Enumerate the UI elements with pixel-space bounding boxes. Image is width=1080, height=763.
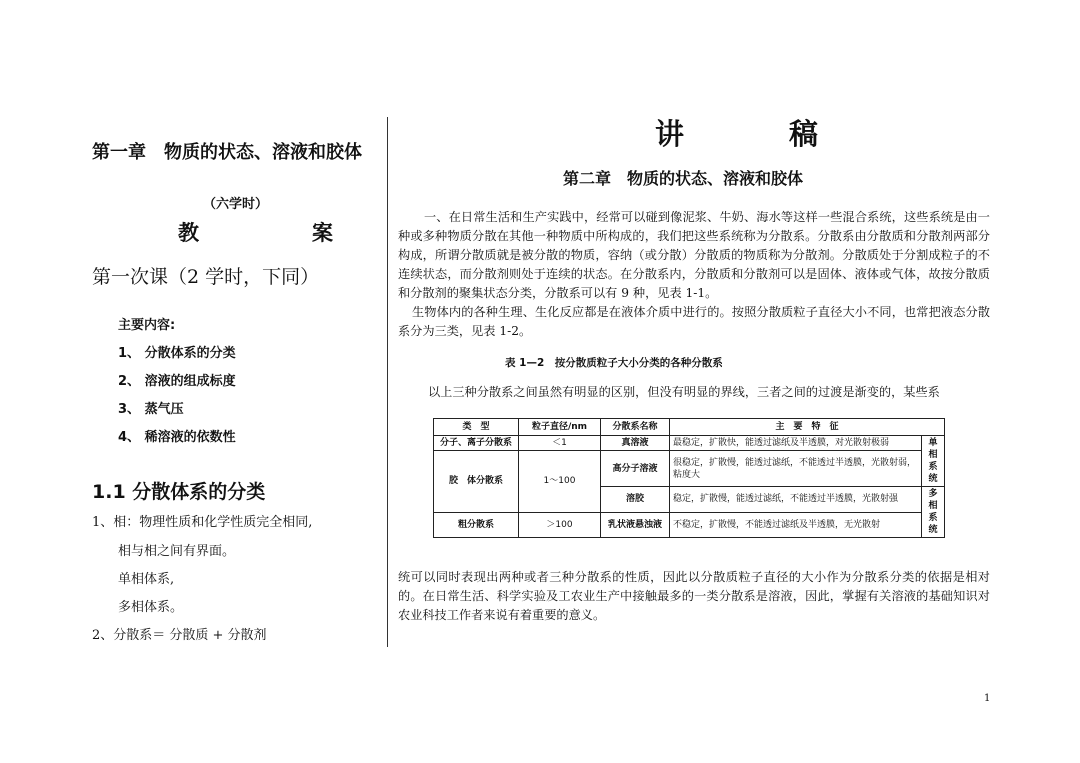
paragraph-text: 以上三种分散系之间虽然有明显的区别，但没有明显的界线，三者之间的过渡是渐变的，某些系	[428, 385, 940, 399]
paragraph-text: 生物体内的各种生理、生化反应都是在液体介质中进行的。按照分散质粒子直径大小不同，也常把液态分散系分为三类，见表 1-2。	[398, 305, 990, 338]
hours-label: （六学时）	[203, 197, 269, 212]
feature-cell: 很稳定，扩散慢，能透过滤纸，不能透过半透膜，光散射弱，粘度大	[670, 451, 922, 487]
note-line: 1、相：物理性质和化学性质完全相同,	[92, 515, 313, 530]
name-cell: 乳状液悬浊液	[601, 512, 670, 538]
type-cell: 胶 体分散系	[434, 451, 519, 513]
dispersion-table	[433, 418, 945, 538]
paragraph-text: 统可以同时表现出两种或者三种分散系的性质，因此以分散质粒子直径的大小作为分散系分类的依据是相对的。在日常生活、科学实验及工农业生产中接触最多的一类分散系是溶液，因此，掌握有关溶液的基础知识对农业科技工作者来说有着重要的意义。	[398, 570, 990, 622]
table-caption: 表 1—2 按分散质粒子大小分类的各种分散系	[505, 357, 723, 369]
type-cell: 粗分散系	[434, 512, 519, 538]
feature-cell: 最稳定，扩散快，能透过滤纸及半透膜，对光散射极弱	[670, 436, 922, 451]
table-header-row	[434, 419, 945, 436]
lesson-plan-column	[0, 0, 388, 763]
header-cell: 分散系名称	[601, 419, 670, 436]
table-row	[434, 512, 945, 538]
size-cell: ＜1	[519, 436, 601, 451]
feature-cell: 不稳定，扩散慢，不能透过滤纸及半透膜，无光散射	[670, 512, 922, 538]
main-item: 1、 分散体系的分类	[118, 346, 236, 361]
section-title: 1.1 分散体系的分类	[92, 481, 266, 503]
size-cell: ＞100	[519, 512, 601, 538]
size-cell: 1～100	[519, 451, 601, 513]
page-number: 1	[984, 693, 991, 704]
name-cell: 溶胶	[601, 487, 670, 513]
table-row	[434, 436, 945, 451]
phase-cell: 多相系统	[922, 487, 945, 538]
table-row	[434, 451, 945, 487]
chapter-title: 第一章 物质的状态、溶液和胶体	[92, 142, 362, 163]
type-cell: 分子、离子分散系	[434, 436, 519, 451]
lesson-plan-heading: 教 案	[178, 221, 379, 245]
note-line: 2、分散系＝ 分散质 + 分散剂	[92, 628, 267, 643]
feature-cell: 稳定，扩散慢，能透过滤纸，不能透过半透膜，光散射强	[670, 487, 922, 513]
main-item: 3、 蒸气压	[118, 402, 184, 417]
header-cell: 主 要 特 征	[670, 419, 945, 436]
main-item: 4、 稀溶液的依数性	[118, 430, 236, 445]
main-content-heading: 主要内容:	[118, 318, 176, 333]
lecture-chapter-title: 第二章 物质的状态、溶液和胶体	[563, 169, 804, 188]
header-cell: 粒子直径/nm	[519, 419, 601, 436]
name-cell: 高分子溶液	[601, 451, 670, 487]
lesson-label: 第一次课（2 学时，下同）	[92, 266, 320, 288]
paragraph-text: 一、在日常生活和生产实践中，经常可以碰到像泥浆、牛奶、海水等这样一些混合系统，这些系统是由一种或多种物质分散在其他一种物质中所构成的，我们把这些系统称为分散系。分散系由分散质和分散剂两部分构成，所谓分散质就是被分散的物质，容纳（或分散）分散质的物质称为分散剂。分散质处于分割成粒子的不连续状态，而分散剂则处于连续的状态。在分散系内，分散质和分散剂可以是固体、液体或气体，故按分散质和分散剂的聚集状态分类，分散系可以有 9 种，见表 1-1。	[398, 210, 990, 300]
note-line: 相与相之间有界面。	[118, 544, 236, 559]
paragraph	[398, 208, 990, 341]
lecture-title: 讲 稿	[655, 117, 857, 151]
name-cell: 真溶液	[601, 436, 670, 451]
note-line: 多相体系。	[118, 600, 184, 615]
main-item: 2、 溶液的组成标度	[118, 374, 236, 389]
note-line: 单相体系,	[118, 572, 175, 587]
column-divider	[387, 117, 388, 647]
phase-cell: 单相系统	[922, 436, 945, 487]
header-cell: 类 型	[434, 419, 519, 436]
